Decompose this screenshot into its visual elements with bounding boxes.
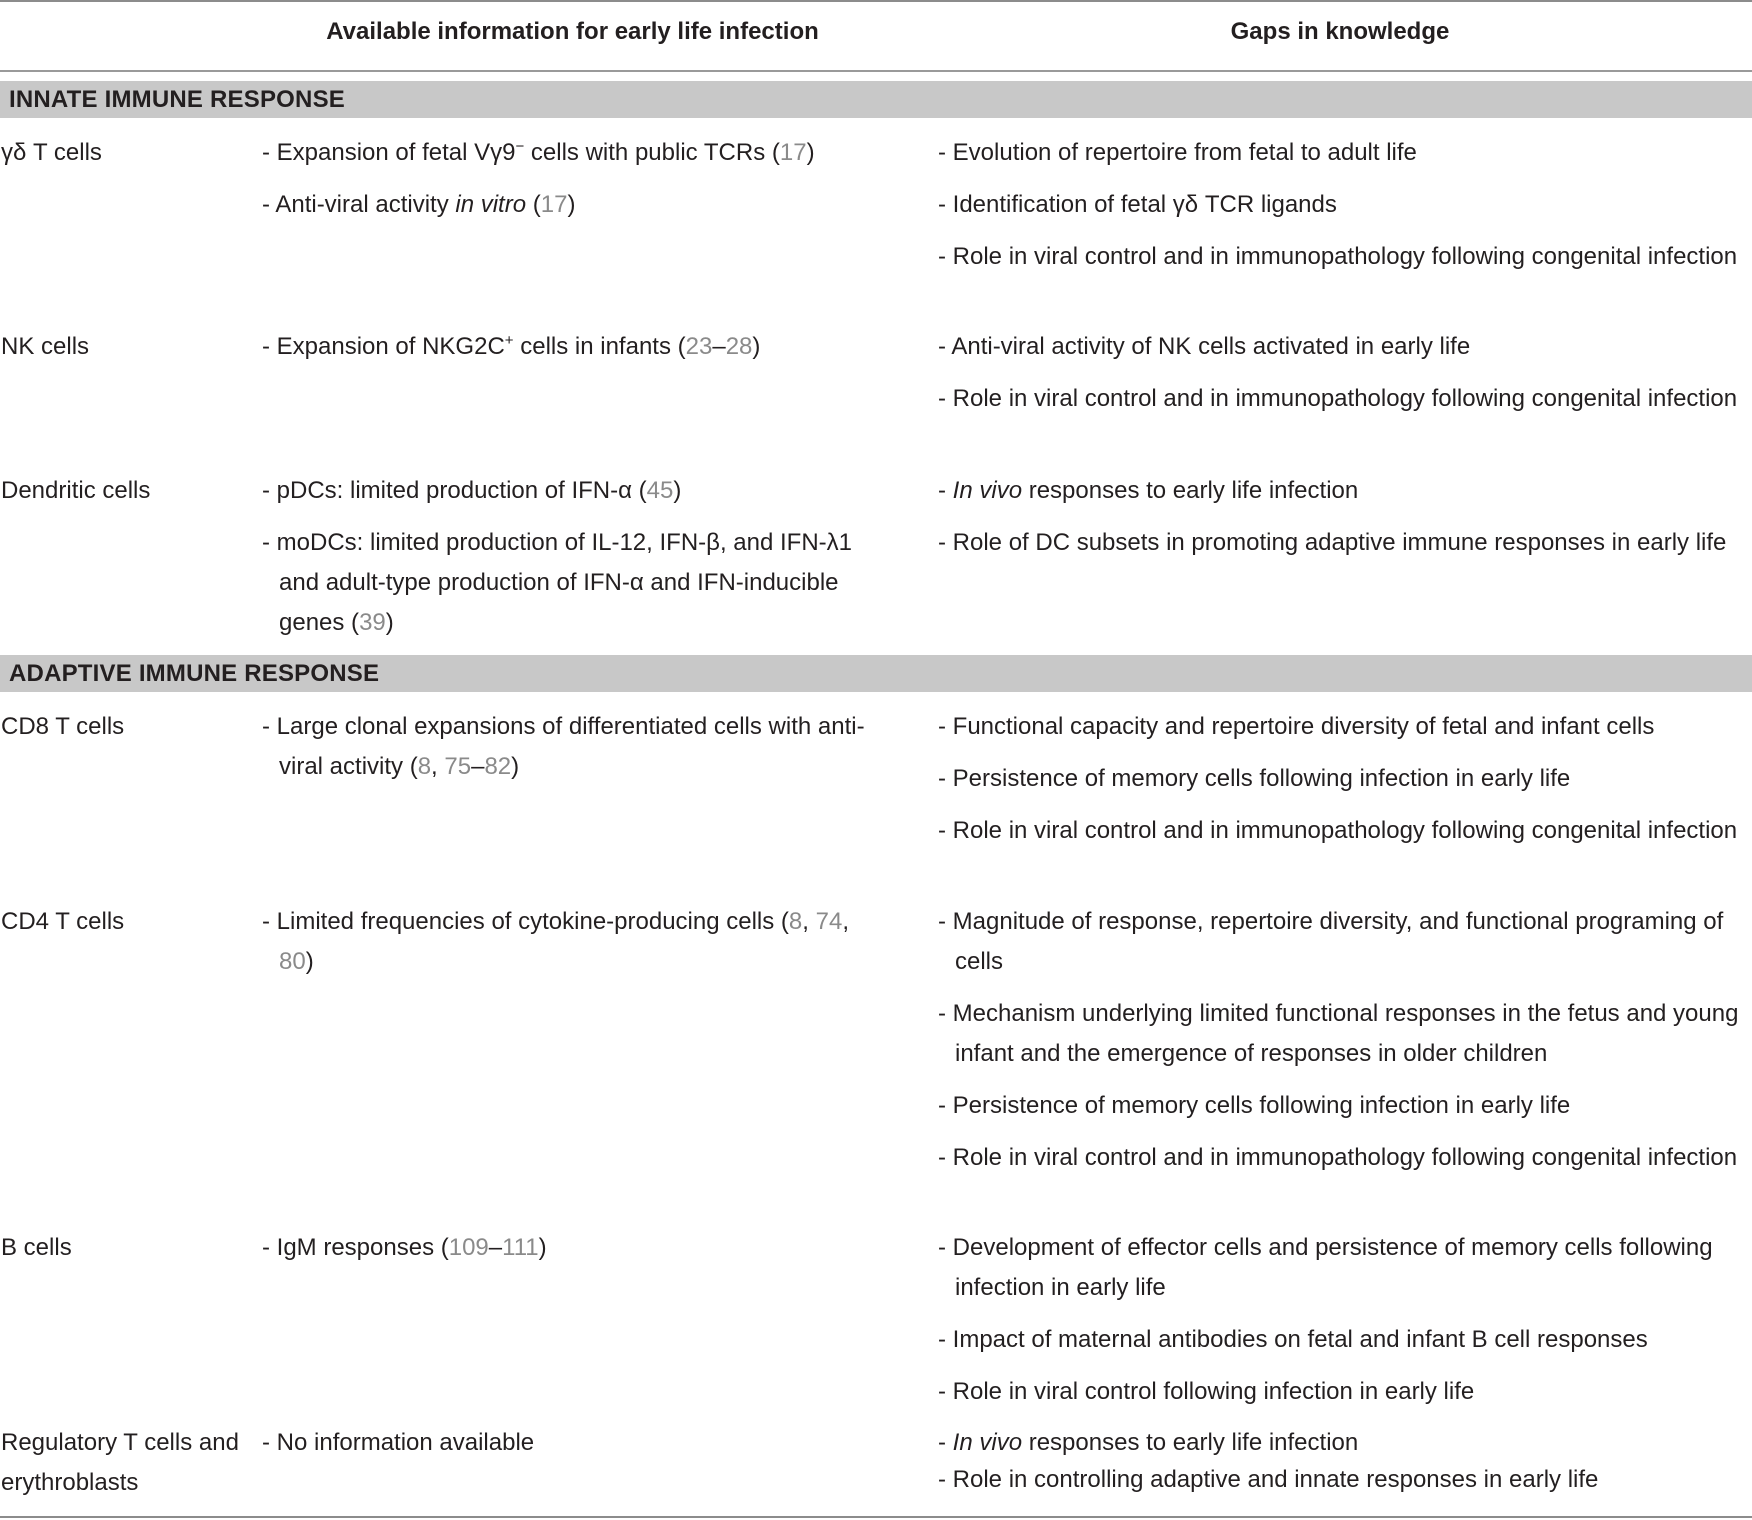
row-available-gd-t-cells [262,133,882,225]
list-item: - Magnitude of response, repertoire diversity, and functional programing of cells [938,908,1724,975]
list-item: - Role in viral control and in immunopathology following congenital infection [938,243,1738,270]
list-item: - Expansion of NKG2C+ cells in infants (23–28) [262,332,761,360]
list-item: - Large clonal expansions of differentiated cells with anti-viral activity (8, 75–82) [262,713,865,780]
list-item: - Identification of fetal γδ TCR ligands [938,191,1337,218]
row-label-cd8-t-cells: CD8 T cells [1,713,125,740]
row-gaps-cd8-t-cells [938,707,1752,851]
list-item: - IgM responses (109–111) [262,1234,547,1261]
row-available-dendritic-cells [262,471,882,643]
section-title: INNATE IMMUNE RESPONSE [9,86,345,113]
row-label-cd4-t-cells: CD4 T cells [1,908,125,935]
row-gaps-regulatory-t-cells [938,1423,1752,1500]
row-gaps-cd4-t-cells [938,902,1752,1178]
row-gaps-gd-t-cells [938,133,1752,277]
section-band-innate [0,81,1752,118]
header-rule [0,70,1752,72]
list-item: - pDCs: limited production of IFN-α (45) [262,477,682,504]
row-available-b-cells [262,1228,882,1268]
bottom-rule [0,1516,1752,1518]
list-item: - In vivo responses to early life infection [938,1429,1359,1456]
list-item: - Mechanism underlying limited functional responses in the fetus and young infant and the emergence of responses in older children [938,1000,1739,1067]
list-item: - Functional capacity and repertoire diversity of fetal and infant cells [938,713,1655,740]
list-item: - Role of DC subsets in promoting adaptive immune responses in early life [938,529,1727,556]
row-gaps-b-cells [938,1228,1752,1412]
column-header-available: Available information for early life infection [326,18,819,45]
section-band-adaptive [0,655,1752,692]
list-item: - Anti-viral activity in vitro (17) [262,191,576,218]
list-item: - Limited frequencies of cytokine-producing cells (8, 74, 80) [262,908,849,975]
list-item: - Expansion of fetal Vγ9− cells with public TCRs (17) [262,138,815,166]
row-available-regulatory-t-cells: - No information available [262,1429,535,1456]
list-item: - Role in viral control following infection in early life [938,1378,1475,1405]
list-item: - In vivo responses to early life infection [938,477,1359,504]
list-item: - Impact of maternal antibodies on fetal and infant B cell responses [938,1326,1648,1353]
list-item: - Role in viral control and in immunopathology following congenital infection [938,817,1738,844]
row-label-nk-cells: NK cells [1,333,90,360]
list-item: - Persistence of memory cells following infection in early life [938,1092,1571,1119]
row-gaps-nk-cells [938,327,1752,419]
row-label-b-cells: B cells [1,1234,72,1261]
row-available-cd8-t-cells [262,707,882,787]
row-label-dendritic-cells: Dendritic cells [1,477,151,504]
list-item: - Anti-viral activity of NK cells activated in early life [938,333,1471,360]
list-item: - moDCs: limited production of IL-12, IFN-β, and IFN-λ1 and adult-type production of IFN-α and IFN-inducible genes (39) [262,529,852,636]
top-rule [0,0,1752,2]
row-label-gd-t-cells: γδ T cells [1,139,102,166]
list-item: - Role in viral control and in immunopathology following congenital infection [938,385,1738,412]
list-item: - Persistence of memory cells following infection in early life [938,765,1571,792]
row-label-regulatory-t-cells: Regulatory T cells and erythroblasts [1,1429,239,1496]
list-item: - Development of effector cells and persistence of memory cells following infection in early life [938,1234,1713,1301]
list-item: - Role in controlling adaptive and innate responses in early life [938,1466,1599,1493]
list-item: - Role in viral control and in immunopathology following congenital infection [938,1144,1738,1171]
column-header-gaps: Gaps in knowledge [1230,18,1450,45]
section-title: ADAPTIVE IMMUNE RESPONSE [9,660,380,687]
row-available-nk-cells [262,327,882,367]
row-available-cd4-t-cells [262,902,882,982]
row-gaps-dendritic-cells [938,471,1752,563]
list-item: - Evolution of repertoire from fetal to adult life [938,139,1417,166]
